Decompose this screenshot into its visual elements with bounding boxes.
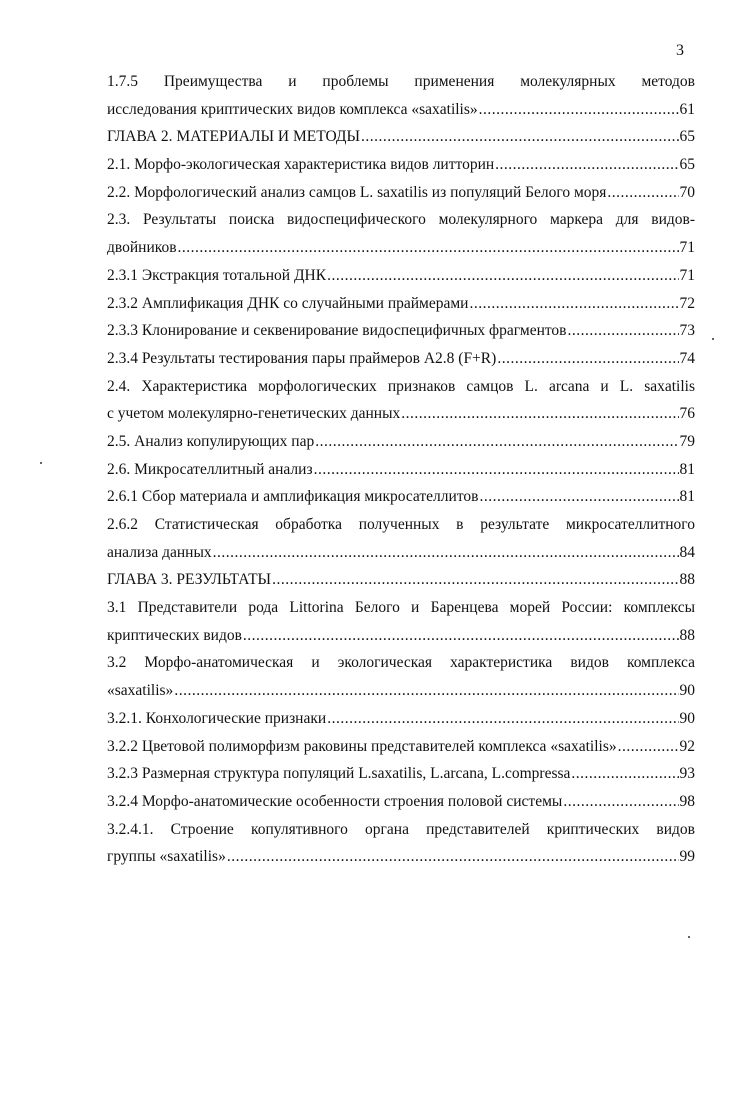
- toc-line: [107, 206, 695, 234]
- toc-text: «saxatilis»: [107, 682, 174, 700]
- toc-text: криптических видов: [107, 626, 242, 644]
- toc-entry: [107, 539, 695, 567]
- toc-leader: [497, 345, 678, 373]
- toc-leader: [243, 622, 679, 650]
- toc-leader: [571, 760, 678, 788]
- toc-text: 3.2.4.1. Строение копулятивного органа представителей криптических видов: [107, 820, 695, 838]
- toc-entry: [107, 483, 695, 511]
- toc-entry: [107, 677, 695, 705]
- toc-leader: [174, 677, 678, 705]
- toc-text: 2.6.2 Статистическая обработка полученных в результате микросателлитного: [107, 516, 695, 533]
- toc-entry: [107, 400, 695, 428]
- toc-text: 2.4. Характеристика морфологических признаков самцов L. arcana и L. saxatilis: [107, 377, 695, 395]
- toc-leader: [227, 843, 679, 871]
- toc-text: 2.3. Результаты поиска видоспецифического молекулярного маркера для видов-: [107, 211, 695, 229]
- toc-entry: [107, 760, 695, 788]
- toc-entry: [107, 317, 695, 345]
- toc-leader: [327, 705, 678, 733]
- toc-text: двойников: [107, 239, 177, 257]
- toc-text: 2.2. Морфологический анализ самцов L. saxatilis из популяций Белого моря: [107, 183, 607, 201]
- toc-text: анализа данных: [107, 543, 212, 561]
- toc-page: 71: [679, 239, 695, 257]
- toc-leader: [272, 566, 678, 594]
- toc-entry: [107, 843, 695, 871]
- toc-entry: [107, 290, 695, 318]
- toc-text: 3.1 Представители рода Littorina Белого и Баренцева морей России: комплексы: [107, 599, 695, 617]
- toc-leader: [401, 400, 678, 428]
- toc-text: ГЛАВА 3. РЕЗУЛЬТАТЫ: [107, 571, 272, 589]
- toc-leader: [479, 96, 679, 124]
- toc-text: исследования криптических видов комплекса «saxatilis»: [107, 100, 478, 118]
- toc-line: [107, 511, 695, 539]
- toc-page: 76: [679, 405, 695, 423]
- toc-page: 61: [679, 100, 695, 118]
- toc-entry: [107, 428, 695, 456]
- toc-page: 81: [679, 460, 695, 478]
- toc-leader: [495, 151, 678, 179]
- toc-text: 3.2 Морфо-анатомическая и экологическая характеристика видов комплекса: [107, 654, 695, 672]
- toc-entry: [107, 705, 695, 733]
- toc-page: 88: [679, 626, 695, 644]
- toc-leader: [568, 317, 679, 345]
- toc-entry: [107, 123, 695, 151]
- toc-page: 74: [679, 349, 695, 367]
- toc-text: 2.6. Микросателлитный анализ: [107, 460, 313, 478]
- toc-text: 2.3.2 Амплификация ДНК со случайными праймерами: [107, 294, 469, 312]
- toc-page: 65: [679, 156, 695, 174]
- scan-speck: [688, 936, 690, 938]
- toc-page: 90: [679, 682, 695, 700]
- toc-leader: [213, 539, 679, 567]
- toc-entry: [107, 234, 695, 262]
- toc-line: [107, 68, 695, 96]
- toc-entry: [107, 262, 695, 290]
- toc-leader: [361, 123, 679, 151]
- toc-text: 2.3.1 Экстракция тотальной ДНК: [107, 266, 327, 284]
- toc-text: 2.3.4 Результаты тестирования пары праймеров А2.8 (F+R): [107, 349, 497, 367]
- toc-page: 71: [679, 266, 695, 284]
- toc-text: 1.7.5 Преимущества и проблемы применения молекулярных методов: [107, 73, 695, 90]
- toc-page: 81: [679, 488, 695, 506]
- toc-entry: [107, 788, 695, 816]
- toc-page: 72: [679, 294, 695, 312]
- toc-page: 79: [679, 432, 695, 450]
- toc-page: 99: [679, 848, 695, 866]
- toc-text: 2.5. Анализ копулирующих пар: [107, 432, 315, 450]
- toc-leader: [315, 428, 678, 456]
- toc-page: 88: [679, 571, 695, 589]
- toc-text: ГЛАВА 2. МАТЕРИАЛЫ И МЕТОДЫ: [107, 128, 360, 146]
- toc-text: 2.1. Морфо-экологическая характеристика видов литторин: [107, 156, 495, 174]
- toc-entry: [107, 179, 695, 207]
- scan-speck: [712, 338, 714, 340]
- toc-leader: [563, 788, 678, 816]
- toc-text: 2.3.3 Клонирование и секвенирование видоспецифичных фрагментов: [107, 322, 567, 340]
- toc-text: 3.2.1. Конхологические признаки: [107, 709, 327, 727]
- toc-leader: [327, 262, 678, 290]
- toc-text: 3.2.4 Морфо-анатомические особенности строения половой системы: [107, 792, 563, 810]
- page-number: 3: [676, 42, 684, 59]
- scan-speck: [40, 462, 42, 464]
- toc-line: [107, 373, 695, 401]
- toc-entry: [107, 345, 695, 373]
- toc-entry: [107, 456, 695, 484]
- toc-entry: [107, 733, 695, 761]
- toc-leader: [469, 290, 678, 318]
- toc-page: 84: [679, 543, 695, 561]
- toc-page: 65: [679, 128, 695, 146]
- toc-entry: [107, 566, 695, 594]
- toc-leader: [618, 733, 679, 761]
- toc-leader: [314, 456, 679, 484]
- toc-leader: [479, 483, 678, 511]
- toc-leader: [607, 179, 678, 207]
- toc-entry: [107, 96, 695, 124]
- toc-text: 3.2.2 Цветовой полиморфизм раковины представителей комплекса «saxatilis»: [107, 737, 617, 755]
- toc-page: 92: [679, 737, 695, 755]
- toc-page: 70: [679, 183, 695, 201]
- toc-leader: [178, 234, 679, 262]
- toc-line: [107, 594, 695, 622]
- toc-entry: [107, 151, 695, 179]
- toc-line: [107, 649, 695, 677]
- toc-page: 90: [679, 709, 695, 727]
- toc-text: с учетом молекулярно-генетических данных: [107, 405, 401, 423]
- toc-text: группы «saxatilis»: [107, 848, 226, 866]
- table-of-contents: [107, 68, 695, 871]
- toc-page: 73: [679, 322, 695, 340]
- toc-text: 3.2.3 Размерная структура популяций L.saxatilis, L.arcana, L.compressa: [107, 765, 571, 783]
- toc-page: 93: [679, 765, 695, 783]
- toc-page: 98: [679, 792, 695, 810]
- toc-entry: [107, 622, 695, 650]
- toc-text: 2.6.1 Сбор материала и амплификация микросателлитов: [107, 488, 479, 506]
- toc-line: [107, 816, 695, 844]
